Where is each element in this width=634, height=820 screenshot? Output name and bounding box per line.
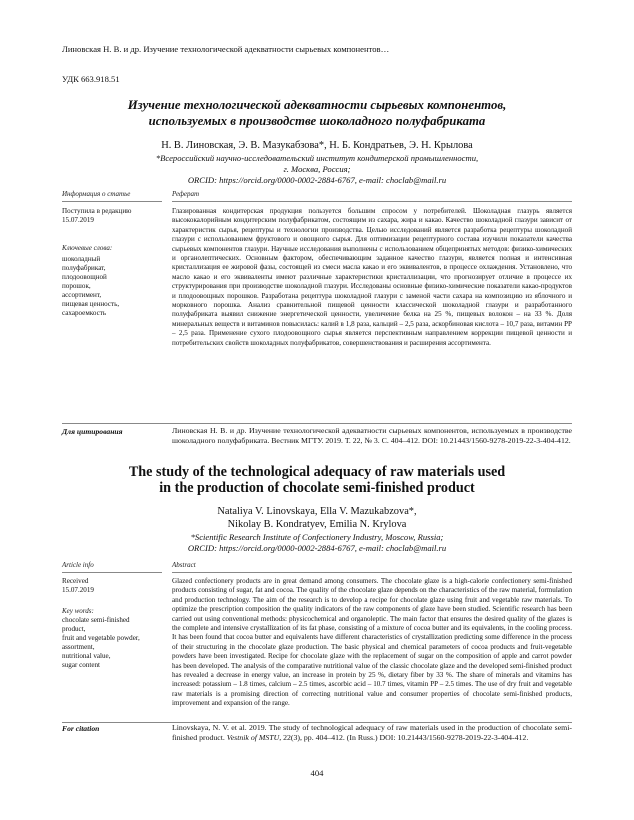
ru-abstract-label: Реферат (172, 190, 200, 198)
ru-received-date: 15.07.2019 (62, 216, 94, 224)
ru-authors: Н. В. Линовская, Э. В. Мазукабзова*, Н. Б. Кондратьев, Э. Н. Крылова (161, 140, 473, 151)
ru-affil-line2: г. Москва, Россия; (283, 164, 351, 174)
udk-code: УДК 663.918.51 (62, 74, 120, 84)
ru-abstract-text: Глазированная кондитерская продукция пользуется большим спросом у потребителей. Шоколадная глазурь является высококалорийным кондитерским полуфабрикатом, состоящим из сахара, жира и какао. Качество шоколадной глазури зависит от характеристик сырья, рецептуры и технологии производства. Целью исследований является разработка рецептуры шоколадной глазури с использованием фруктового и овощного сырья. Для оптимизации рецептурного состава изучили показатели качества сырьевых компонентов глазури. Научные исследования выполнены с использованием общепринятых методов: физико-химических и органолептических. Основным фактором, обеспечивающим заданное качество глазури, является полная и интенсивная кристаллизация ее жировой фазы, состоящей из смеси масла какао и его эквивалентов, в процессе охлаждения. Установлено, что масло какао и его эквиваленты имеют различные характеристики кристаллизации, что прогнозирует отличие в процессе их структурирования при производстве шоколадной глазури. Исследованы основные физико-химические показатели какао-продуктов и плодоовощных порошков. Разработана рецептура шоколадной глазури с заменой части сахара на композицию из яблочного и морковного порошка. Анализ сравнительной пищевой ценности классической шоколадной глазури и разработанного полуфабриката выявил снижение энергетической ценности, увеличение белка на 25 %, пищевых волокон – на 33 %. Доля минеральных веществ и витаминов повысилась: калий в 1,8 раза, кальций – 2,5 раза, аскорбиновая кислота – 10,7 раза, витамин PP – 2,5 раза. Применение сухого плодоовощного сырья является перспективным направлением коррекции пищевой ценности и потребительских свойств шоколадных полуфабрикатов, совершенствования и расширения ассортимента. (172, 207, 572, 347)
keyword: полуфабрикат, (62, 264, 106, 272)
en-affil-line: *Scientific Research Institute of Confectionery Industry, Moscow, Russia; (190, 532, 444, 542)
en-left-rule (62, 572, 162, 573)
keyword: плодоовощной (62, 273, 107, 281)
ru-affiliation (62, 153, 572, 186)
en-authors-line2: Nikolay B. Kondratyev, Emilia N. Krylova (227, 519, 407, 530)
en-citation-part1: Linovskaya, N. V. et al. 2019. The study of technological adequacy of raw materials used in the production of chocolate semi-finished product. (172, 723, 572, 742)
keyword: шоколадный (62, 255, 101, 263)
ru-cite-label: Для цитирования (62, 427, 123, 436)
keyword: fruit and vegetable powder, (62, 634, 140, 642)
ru-affil-line1: *Всероссийский научно-исследовательский институт кондитерской промышленности, (155, 153, 479, 163)
en-title (62, 464, 572, 496)
en-keywords-label: Key words: (62, 607, 94, 615)
keyword: ассортимент, (62, 291, 102, 299)
en-cite-label: For citation (62, 724, 100, 733)
keyword: пищевая ценность, (62, 300, 120, 308)
en-keywords (62, 616, 170, 670)
ru-cite-rule (62, 423, 572, 424)
page-number: 404 (310, 768, 324, 778)
ru-title (62, 98, 572, 129)
ru-citation: Линовская Н. В. и др. Изучение технологической адекватности сырьевых компонентов, используемых в производстве шоколадного полуфабриката. Вестник МГТУ. 2019. Т. 22, № 3. С. 404–412. DOI: 10.21443/1560-9278-2019-22-3-404-412. (172, 426, 572, 445)
ru-received (62, 207, 131, 225)
en-orcid: ORCID: https://orcid.org/0000-0002-2884-6767, e-mail: choclab@mail.ru (187, 543, 447, 553)
en-authors-line1: Nataliya V. Linovskaya, Ella V. Mazukabzova*, (217, 506, 417, 517)
keyword: nutritional value, (62, 652, 111, 660)
ru-title-line1: Изучение технологической адекватности сырьевых компонентов, (127, 98, 507, 112)
keyword: sugar content (62, 661, 101, 669)
en-abstract-label: Abstract (172, 561, 196, 569)
en-citation-part2: , 22(3), pp. 404–412. (In Russ.) DOI: 10.21443/1560-9278-2019-22-3-404-412. (279, 733, 529, 742)
keyword: assortment, (62, 643, 95, 651)
ru-received-line1: Поступила в редакцию (62, 207, 132, 215)
ru-left-rule (62, 201, 162, 202)
en-right-rule (172, 572, 572, 573)
en-affiliation (62, 532, 572, 554)
keyword: сахароемкость (62, 309, 107, 317)
en-citation-journal: Vestnik of MSTU (226, 733, 280, 742)
en-received-line1: Received (62, 577, 89, 585)
keyword: product, (62, 625, 86, 633)
keyword: chocolate semi-finished (62, 616, 130, 624)
ru-keywords (62, 255, 167, 318)
en-received-date: 15.07.2019 (62, 586, 94, 594)
ru-title-line2: используемых в производстве шоколадного полуфабриката (148, 113, 486, 128)
ru-info-label: Информация о статье (62, 190, 131, 198)
en-received (62, 577, 94, 595)
en-title-line1: The study of the technological adequacy of raw materials used (128, 464, 506, 480)
en-authors (62, 505, 572, 531)
ru-right-rule (172, 201, 572, 202)
en-title-line2: in the production of chocolate semi-finished product (159, 480, 475, 496)
keyword: порошок, (62, 282, 91, 290)
en-citation (172, 723, 572, 743)
en-info-label: Article info (62, 561, 94, 569)
ru-orcid: ORCID: https://orcid.org/0000-0002-2884-6767, e-mail: choclab@mail.ru (187, 175, 447, 185)
en-abstract-text: Glazed confectionery products are in great demand among consumers. The chocolate glaze is a high-calorie confectionery semi-finished products consisting of sugar, fat and cocoa. The quality of the chocolate glaze depends on the characteristics of the raw material, formulation and production technology. The aim of the research is to develop a recipe for chocolate glaze using fruit and vegetable raw materials. To optimize the prescription composition the quality indicators of the raw components of glaze have been studied. Scientific research has been carried out using conventional methods: physicochemical and organoleptic. The main factor that ensures the desired quality of the glazes is the complete and intensive crystallization of its fat phase, consisting of a mixture of cocoa butter and its equivalents, in the cooling process. It has been found that cocoa butter and equivalents have different characteristics of crystallization predicting some difference in the process of their structuring in the chocolate glaze production. The basic physical and chemical parameters of cocoa products and fruit-vegetable powders have been investigated. Recipe for chocolate glaze with the replacement of sugar on the composition of apple and carrot powder has been developed. The analysis of the comparative nutritional value of the classic chocolate glaze and the developed semi-finished product has revealed a decrease in energy value, an increase in protein by 25 %, dietary fiber by 33 %. The share of minerals and vitamins has increased: potassium – 1.8 times, calcium – 2.5 times, ascorbic acid – 10.7 times, vitamin PP – 2.5 times. The use of dry fruit and vegetable raw materials is a promising direction of correcting nutritional value and consumer properties of chocolate semi-finished products, improvement and expansion of the range. (172, 577, 572, 708)
ru-keywords-label: Ключевые слова: (62, 244, 113, 252)
running-header: Линовская Н. В. и др. Изучение технологической адекватности сырьевых компонентов… (62, 44, 390, 54)
